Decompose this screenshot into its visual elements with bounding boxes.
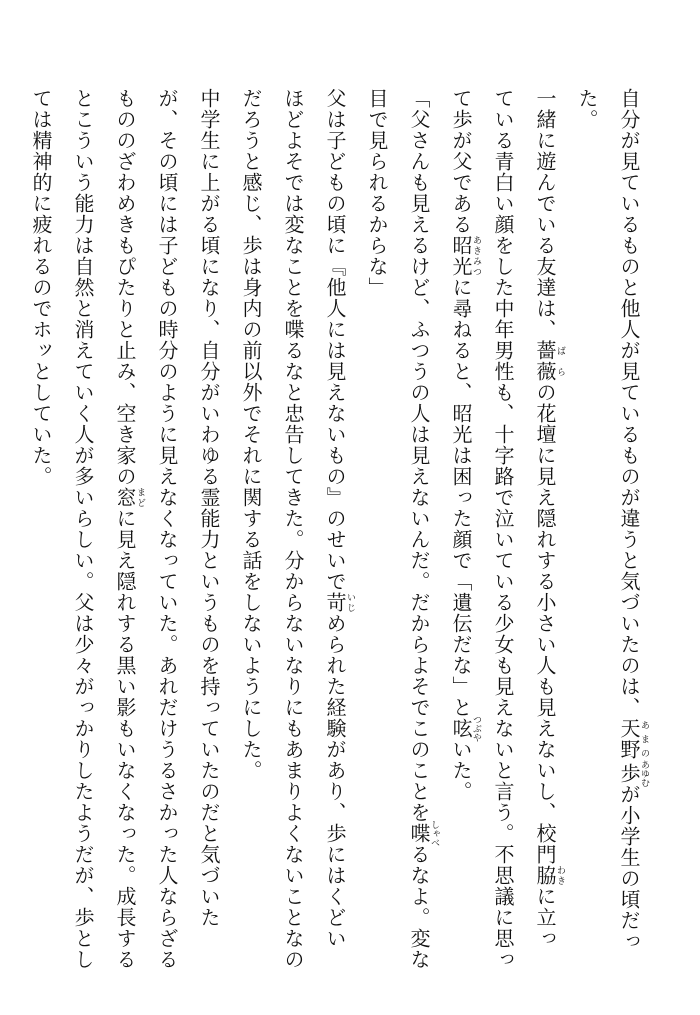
text-line <box>146 88 188 968</box>
ruby-word <box>617 718 649 760</box>
ruby-word <box>407 820 439 847</box>
ruby-word <box>113 487 145 508</box>
ruby-reading: しゃべ <box>429 820 439 847</box>
text-segment: て歩が父である <box>449 88 473 235</box>
text-segment: に見え隠れする黒い影もいなくなった。成長する <box>113 508 137 970</box>
ruby-base: 呟 <box>449 715 473 742</box>
text-line <box>566 88 608 968</box>
text-line <box>188 88 230 968</box>
text-line <box>398 88 440 968</box>
ruby-base: 歩 <box>617 760 641 787</box>
text-line <box>20 88 62 968</box>
text-segment: た。 <box>575 88 599 130</box>
text-segment: 父は子どもの頃に『他人には見えないもの』のせいで <box>323 88 347 592</box>
text-segment: いた。 <box>449 739 473 802</box>
text-segment: 目で見られるからな」 <box>365 88 389 298</box>
text-line <box>482 88 524 968</box>
ruby-base: 天野 <box>617 718 641 760</box>
text-line <box>440 88 482 968</box>
text-segment: が小学生の頃だっ <box>617 784 641 952</box>
ruby-reading: ばら <box>555 340 565 382</box>
ruby-reading: いじ <box>345 592 355 613</box>
text-line <box>62 88 104 968</box>
ruby-word <box>533 340 565 382</box>
text-segment: 中学生に上がる頃になり、自分がいわゆる霊能力というものを持っていたのだと気づいた <box>197 88 221 928</box>
text-segment: 一緒に遊んでいる友達は、 <box>533 88 557 340</box>
ruby-reading: あきみつ <box>471 235 481 277</box>
text-line <box>230 88 272 968</box>
ruby-word <box>449 715 481 742</box>
text-segment: ている青白い顔をした中年男性も、十字路で泣いている少女も見えないと言う。不思議に思っ <box>491 88 515 970</box>
text-segment: に尋ねると、昭光は困った顔で「遺伝だな」と <box>449 277 473 718</box>
text-line <box>314 88 356 968</box>
ruby-reading: あまの <box>639 718 649 760</box>
text-segment: 自分が見ているものと他人が見ているものが違うと気づいたのは、 <box>617 88 641 718</box>
text-segment: だろうと感じ、歩は身内の前以外でそれに関する話をしないようにした。 <box>239 88 263 781</box>
ruby-base: 苛 <box>323 592 347 613</box>
text-segment: に立っ <box>533 886 557 949</box>
text-line <box>272 88 314 968</box>
text-line <box>356 88 398 968</box>
ruby-word <box>323 592 355 613</box>
ruby-word <box>533 865 565 886</box>
ruby-reading: わき <box>555 865 565 886</box>
text-segment: の花壇に見え隠れする小さい人も見えないし、校門 <box>533 382 557 865</box>
text-segment: ては精神的に疲れるのでホッとしていた。 <box>29 88 53 487</box>
text-line <box>104 88 146 968</box>
text-line <box>608 88 650 968</box>
text-segment: とこういう能力は自然と消えていく人が多いらしい。父は少々がっかりしたようだが、歩とし <box>71 88 95 970</box>
ruby-word <box>617 760 649 787</box>
ruby-base: 脇 <box>533 865 557 886</box>
text-segment: 「父さんも見えるけど、ふつうの人は見えないんだ。だからよそでこのことを <box>407 88 431 823</box>
ruby-base: 喋 <box>407 820 431 847</box>
text-line <box>524 88 566 968</box>
text-segment: が、その頃には子どもの時分のように見えなくなっていた。あれだけうるさかった人ならざる <box>155 88 179 970</box>
ruby-reading: つぶや <box>471 715 481 742</box>
vertical-text-body <box>20 88 650 968</box>
text-segment: るなよ。変な <box>407 844 431 970</box>
ruby-base: 窓 <box>113 487 137 508</box>
ruby-word <box>449 235 481 277</box>
ruby-base: 薔薇 <box>533 340 557 382</box>
ruby-reading: あゆむ <box>639 760 649 787</box>
ruby-base: 昭光 <box>449 235 473 277</box>
text-segment: もののざわめきもぴたりと止み、空き家の <box>113 88 137 487</box>
ruby-reading: まど <box>135 487 145 508</box>
text-segment: ほどよそでは変なことを喋るなと忠告してきた。分からないなりにもあまりよくないことなの <box>281 88 305 970</box>
text-segment: められた経験があり、歩にはくどい <box>323 613 347 949</box>
